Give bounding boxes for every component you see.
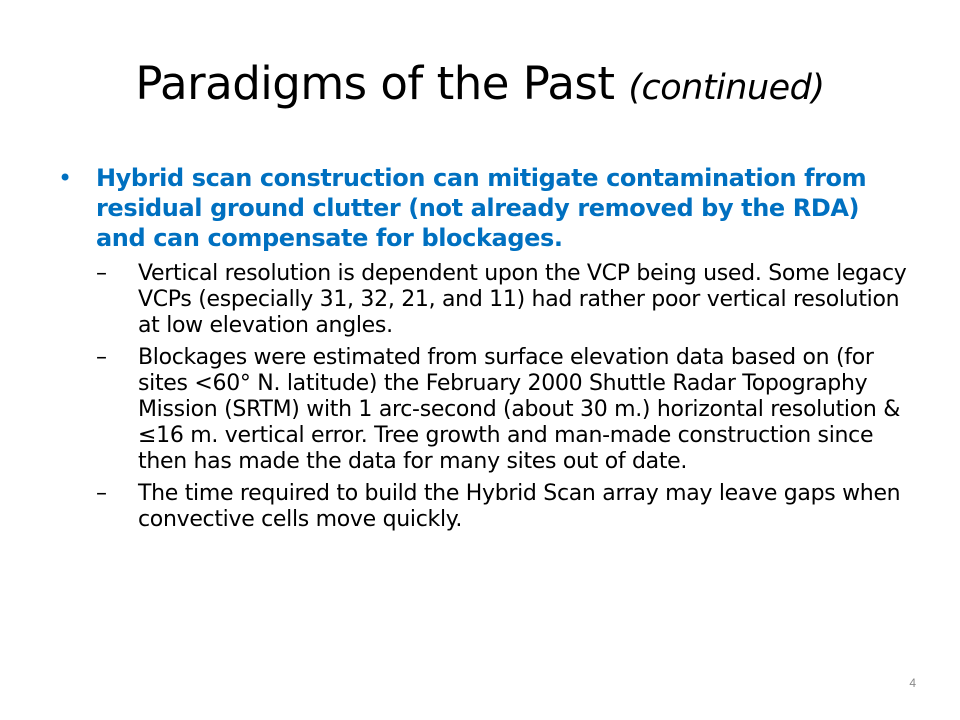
dash-icon: – (96, 481, 107, 506)
title-main: Paradigms of the Past (135, 57, 615, 110)
sub-bullet-item (96, 261, 911, 339)
sub-bullet-list (96, 261, 911, 533)
slide-title (0, 56, 960, 116)
dash-icon: – (96, 261, 107, 286)
sub-bullet-item (96, 345, 911, 475)
bullet-list (58, 163, 911, 539)
sub-bullet-text: Vertical resolution is dependent upon the VCP being used. Some legacy VCPs (especially 31, 32, 21, and 11) had rather poor vertical resolution at low elevation angles. (138, 261, 907, 338)
page-number: 4 (909, 676, 916, 690)
title-subtitle: (continued) (628, 68, 825, 108)
dash-icon: – (96, 345, 107, 370)
bullet-text: Hybrid scan construction can mitigate contamination from residual ground clutter (not already removed by the RDA) and can compensate for blockages. (96, 164, 867, 252)
sub-bullet-item (96, 481, 911, 533)
bullet-icon: • (58, 164, 72, 192)
sub-bullet-text: The time required to build the Hybrid Scan array may leave gaps when convective cells move quickly. (138, 481, 901, 532)
sub-bullet-text: Blockages were estimated from surface elevation data based on (for sites <60° N. latitude) the February 2000 Shuttle Radar Topography Mission (SRTM) with 1 arc-second (about 30 m.) horizontal resolution & ≤16 m. vertical error. Tree growth and man-made construction since then has made the data for many sites out of date. (138, 345, 901, 474)
bullet-item (58, 163, 911, 533)
